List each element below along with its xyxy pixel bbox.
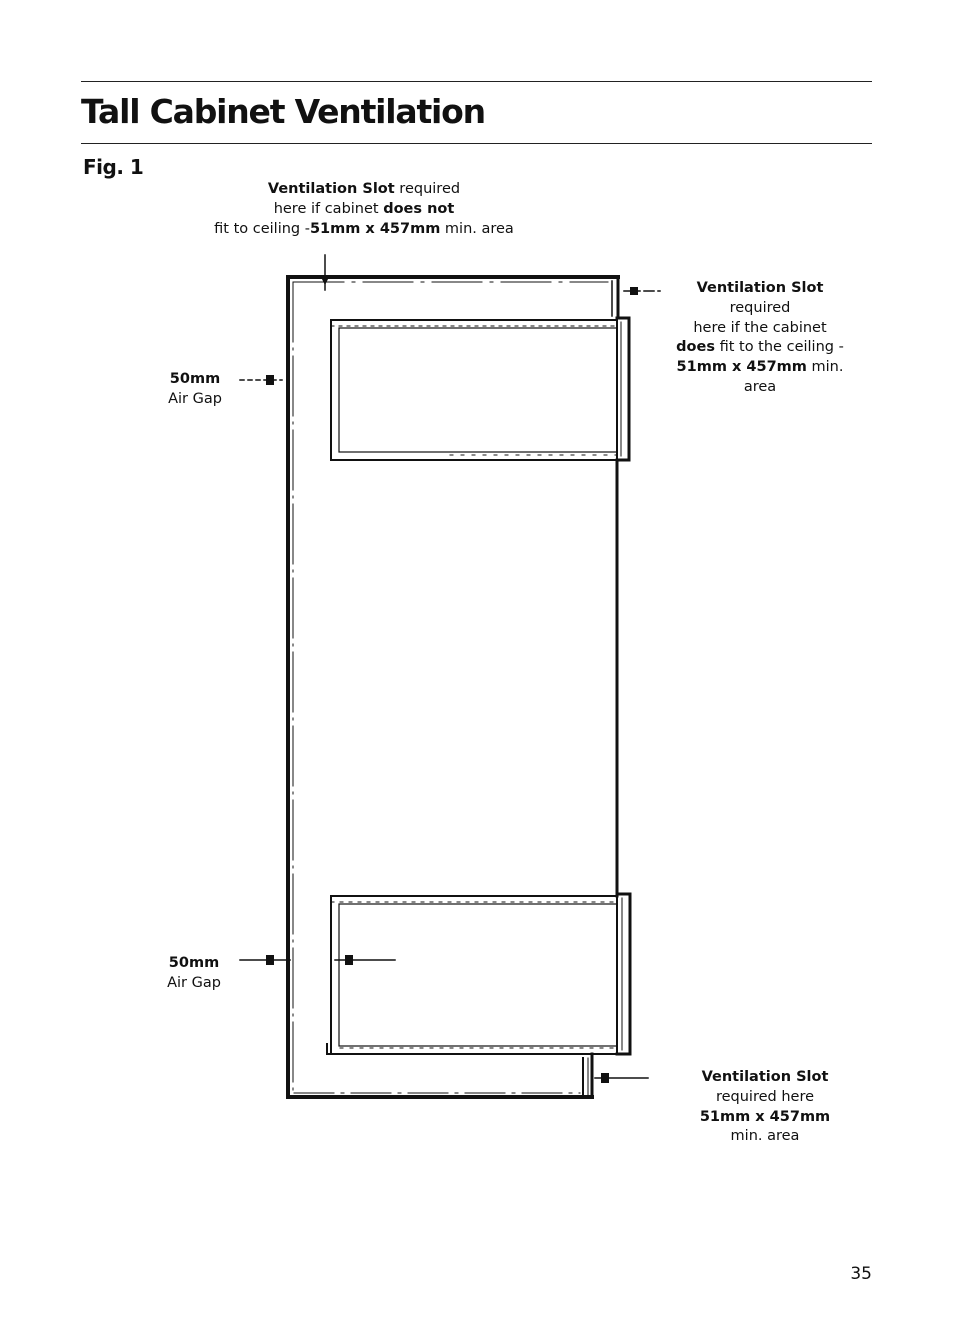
bottom-slot-line4: min. area (730, 1128, 800, 1145)
right-slot-does: does (676, 339, 715, 356)
bottom-slot-heading: Ventilation Slot (701, 1069, 829, 1085)
right-slot-heading: Ventilation Slot (696, 280, 824, 296)
figure-label: Fig. 1 (83, 155, 144, 179)
page-number: 35 (850, 1264, 872, 1284)
bottom-slot-arrow (595, 1073, 648, 1083)
top-slot-arrow (321, 255, 329, 290)
page-title: Tall Cabinet Ventilation (81, 92, 485, 131)
air-gap-upper-text: Air Gap (168, 390, 222, 407)
plinth-step (583, 1054, 592, 1097)
top-slot-required: required (394, 181, 461, 197)
right-slot-arrow (624, 287, 664, 295)
top-slot-dimension: 51mm x 457mm (309, 220, 441, 237)
top-slot-min-area: min. area (440, 220, 514, 237)
right-slot-line6: area (743, 378, 777, 395)
air-gap-lower-size: 50mm (168, 955, 220, 971)
top-slot-does-not: does not (383, 200, 455, 217)
top-slot-line3: fit to ceiling - (214, 220, 310, 237)
lower-appliance-housing (327, 894, 630, 1054)
top-slot-line2: here if cabinet (273, 200, 384, 217)
air-gap-upper-size: 50mm (169, 371, 221, 387)
top-slot-heading: Ventilation Slot (267, 181, 395, 197)
bottom-slot-dimension: 51mm x 457mm (699, 1108, 831, 1125)
right-slot-line4: fit to the ceiling - (714, 339, 844, 356)
right-slot-line2: required (729, 299, 791, 316)
air-gap-upper-arrow (240, 375, 282, 385)
right-slot-dimension: 51mm x 457mm (676, 359, 807, 376)
air-gap-lower-arrows (240, 955, 395, 965)
right-slot-line3: here if the cabinet (693, 319, 827, 336)
bottom-slot-line2: required here (715, 1088, 815, 1105)
right-slot-min: min. (806, 359, 844, 376)
tall-cabinet-outline (288, 277, 618, 1097)
upper-appliance-housing (331, 318, 629, 460)
air-gap-lower-text: Air Gap (167, 974, 221, 991)
